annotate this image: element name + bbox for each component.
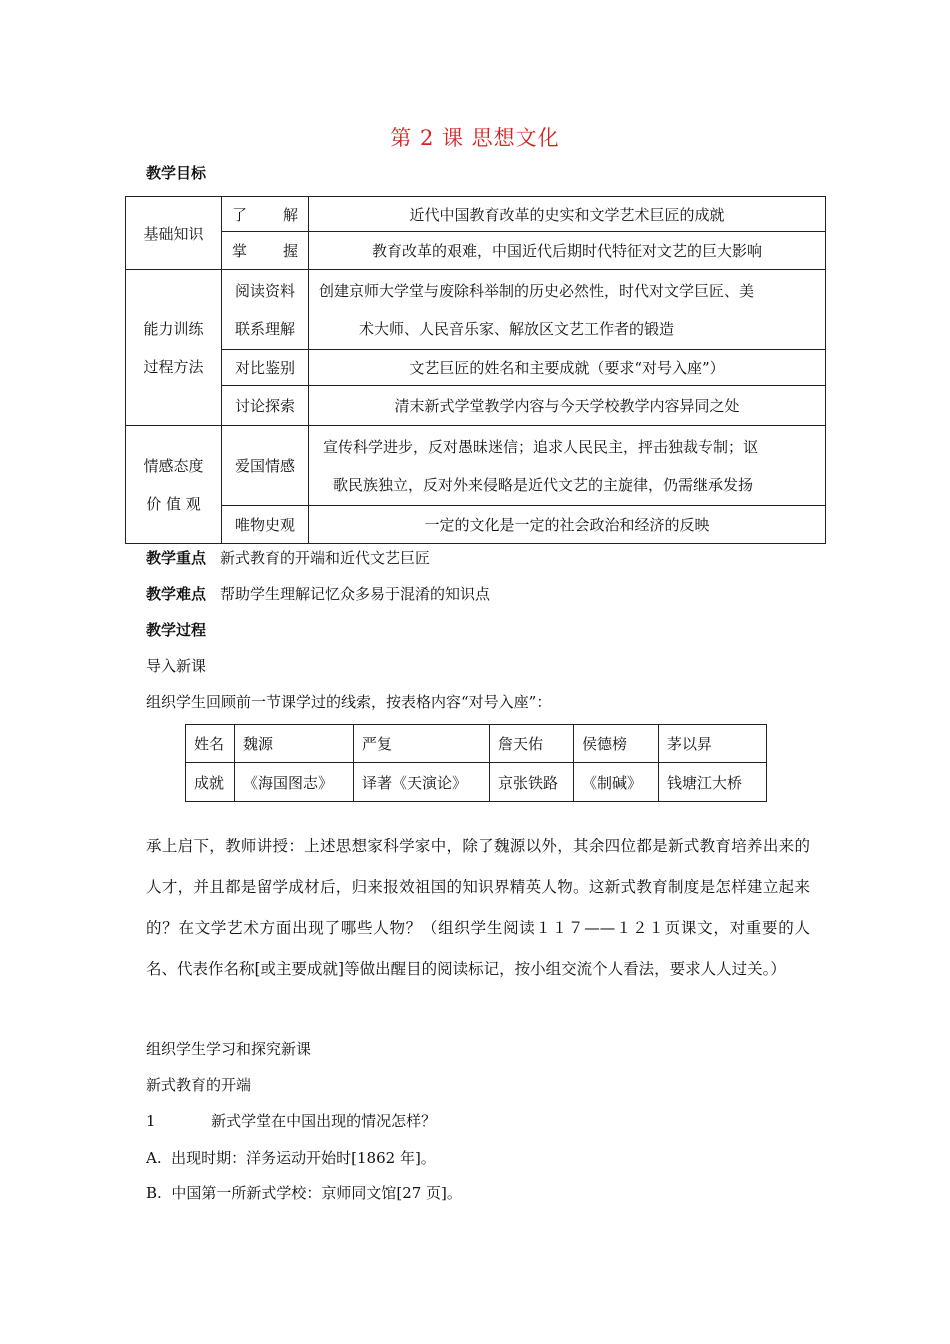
row-content-master: 教育改革的艰难，中国近代后期时代特征对文艺的巨大影响 — [309, 232, 826, 270]
question-number: 1 — [146, 1112, 156, 1130]
row-content-materialism: 一定的文化是一定的社会政治和经济的反映 — [309, 506, 826, 544]
figures-header-cell: 严复 — [354, 725, 490, 763]
objectives-heading: 教学目标 — [146, 164, 207, 182]
figures-cell: 京张铁路 — [490, 763, 574, 802]
row-label-discuss: 讨论探索 — [222, 386, 309, 426]
intro-heading: 导入新课 — [146, 657, 207, 675]
row-label-reading: 阅读资料 联系理解 — [222, 270, 309, 350]
figures-cell: 《海国图志》 — [235, 763, 354, 802]
figures-row-label: 成就 — [186, 763, 235, 802]
row-label-materialism: 唯物史观 — [222, 506, 309, 544]
question-line — [146, 1111, 436, 1131]
point-b: B. 中国第一所新式学校：京师同文馆[27 页]。 — [146, 1184, 462, 1202]
row-label-master: 掌 握 — [222, 232, 309, 270]
figures-header-cell: 魏源 — [235, 725, 354, 763]
row-content-patriotism: 宣传科学进步，反对愚昧迷信；追求人民民主，抨击独裁专制；讴 歌民族独立，反对外来侵略是近代文艺的主旋律，仍需继承发扬 — [309, 426, 826, 506]
figures-cell: 《制碱》 — [574, 763, 659, 802]
figures-header-cell: 侯德榜 — [574, 725, 659, 763]
process-heading: 教学过程 — [146, 621, 207, 639]
row-label-compare: 对比鉴别 — [222, 350, 309, 386]
figures-cell: 译著《天演论》 — [354, 763, 490, 802]
row-content-understand: 近代中国教育改革的史实和文学艺术巨匠的成就 — [309, 197, 826, 232]
figures-header-cell: 詹天佑 — [490, 725, 574, 763]
objectives-table — [125, 196, 826, 544]
point-a: A. 出现时期：洋务运动开始时[1862 年]。 — [146, 1149, 436, 1167]
row-content-discuss: 清末新式学堂教学内容与今天学校教学内容异同之处 — [309, 386, 826, 426]
study-heading: 组织学生学习和探究新课 — [146, 1040, 312, 1058]
figures-header-cell: 茅以昇 — [659, 725, 767, 763]
row-label-understand: 了 解 — [222, 197, 309, 232]
category-emotion-values: 情感态度 价 值 观 — [126, 426, 222, 544]
row-label-patriotism: 爱国情感 — [222, 426, 309, 506]
question-text: 新式学堂在中国出现的情况怎样？ — [211, 1112, 437, 1130]
figures-cell: 钱塘江大桥 — [659, 763, 767, 802]
lecture-paragraph: 承上启下，教师讲授：上述思想家科学家中，除了魏源以外，其余四位都是新式教育培养出来的人才，并且都是留学成材后，归来报效祖国的知识界精英人物。这新式教育制度是怎样建立起来的？在文学艺术方面出现了哪些人物？（组织学生阅读１１７——１２１页课文，对重要的人名、代表作名称[或主要成就]等做出醒目的阅读标记，按小组交流个人看法，要求人人过关。） — [146, 837, 810, 978]
difficulty-line: 教学难点 帮助学生理解记忆众多易于混淆的知识点 — [146, 585, 491, 603]
category-basic-knowledge: 基础知识 — [126, 197, 222, 270]
key-point-line: 教学重点 新式教育的开端和近代文艺巨匠 — [146, 549, 431, 567]
intro-text: 组织学生回顾前一节课学过的线索，按表格内容“对号入座”： — [146, 693, 552, 711]
row-content-reading: 创建京师大学堂与废除科举制的历史必然性，时代对文学巨匠、美 术大师、人民音乐家、解放区文艺工作者的锻造 — [309, 270, 826, 350]
figures-header-name: 姓名 — [186, 725, 235, 763]
row-content-compare: 文艺巨匠的姓名和主要成就（要求“对号入座”） — [309, 350, 826, 386]
figures-table — [185, 724, 767, 802]
category-ability-process: 能力训练 过程方法 — [126, 270, 222, 426]
section-heading: 新式教育的开端 — [146, 1076, 252, 1094]
page-title: 第 2 课 思想文化 — [390, 126, 560, 150]
